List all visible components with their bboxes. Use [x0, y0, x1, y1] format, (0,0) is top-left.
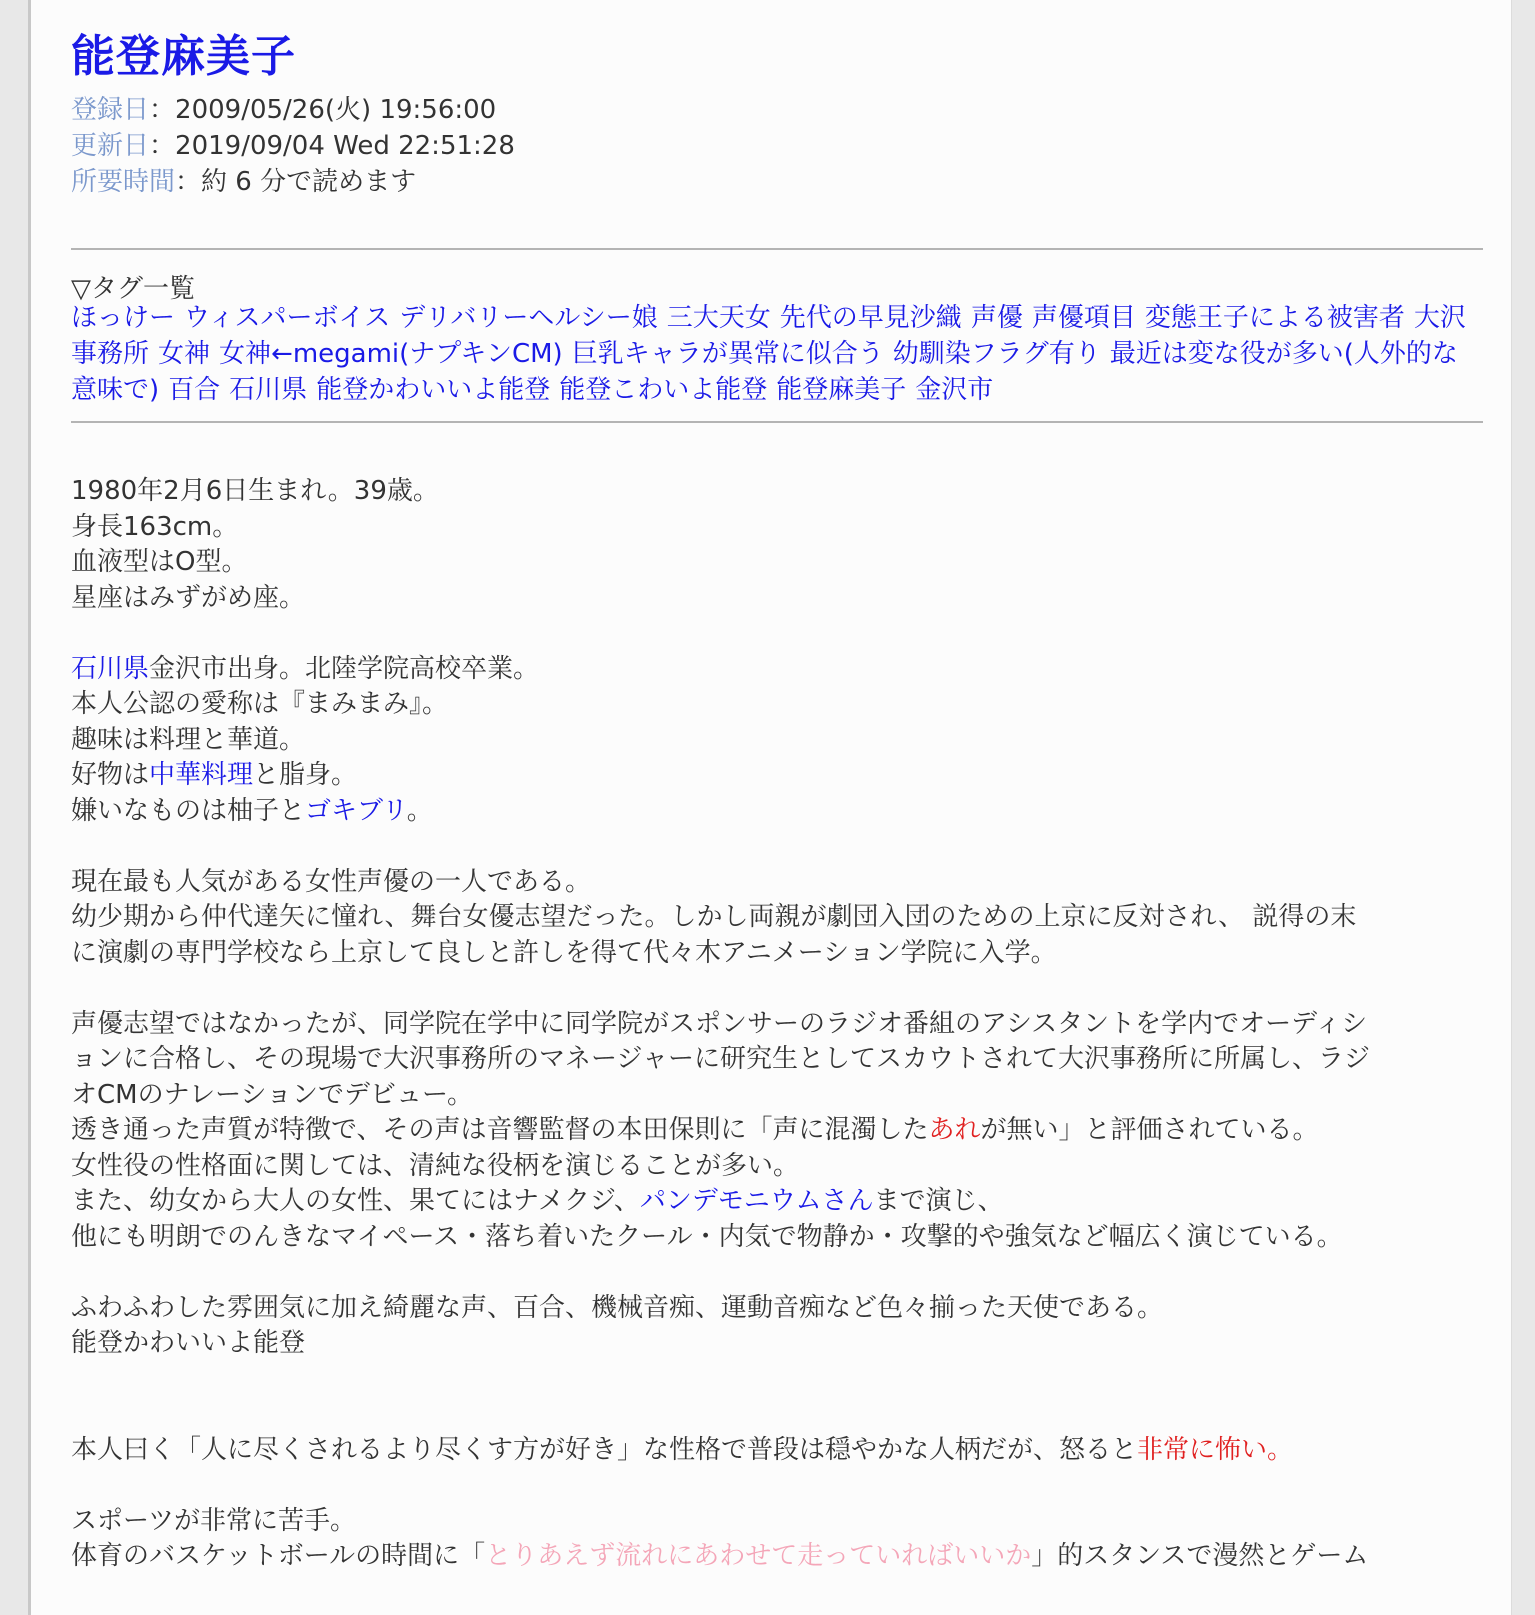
- body-line: [71, 1184, 1483, 1220]
- tag-link[interactable]: 大沢事務所: [71, 303, 1466, 369]
- body-line: 幼少期から仲代達矢に憧れ、舞台女優志望だった。しかし両親が劇団入団のための上京に反対され、 説得の末: [71, 902, 1357, 932]
- meta-updated-value: 2019/09/04 Wed 22:51:28: [175, 131, 515, 161]
- body-line: 声優志望ではなかったが、同学院在学中に同学院がスポンサーのラジオ番組のアシスタントを学内でオーディシ: [71, 1008, 1368, 1039]
- body-line: [71, 1539, 1483, 1575]
- tag-link[interactable]: 幼馴染フラグ有り: [892, 339, 1101, 369]
- pink-text: とりあえず流れにあわせて走っていればいいか: [485, 1541, 1032, 1571]
- article-page: [28, 0, 1512, 1615]
- link-ishikawa[interactable]: 石川県: [71, 653, 150, 684]
- body-line: 他にも明朗でのんきなマイペース・落ち着いたクール・内気で物静か・攻撃的や強気など幅広く演じている。: [71, 1221, 1343, 1252]
- body-text: 本人曰く「人に尽くされるより尽くす方が好き」な性格で普段は穏やかな人柄だが、怒ると: [71, 1434, 1138, 1465]
- body-text: 」的スタンスで漫然とゲーム: [1031, 1541, 1369, 1571]
- body-line: 趣味は料理と華道。: [71, 724, 306, 755]
- body-line: ョンに合格し、その現場で大沢事務所のマネージャーに研究生としてスカウトされて大沢事務所に所属し、ラジ: [71, 1044, 1370, 1074]
- body-line: スポーツが非常に苦手。: [71, 1505, 356, 1536]
- article-body: [71, 474, 1483, 1575]
- tag-link[interactable]: 能登麻美子: [776, 375, 907, 405]
- body-line: 能登かわいいよ能登: [71, 1328, 306, 1358]
- body-text: まで演じ、: [873, 1186, 1004, 1216]
- body-line: [71, 1433, 1483, 1469]
- meta-reading-value: 約 6 分で読めます: [201, 167, 417, 197]
- body-text: と脂身。: [253, 760, 358, 790]
- link-cockroach[interactable]: ゴキブリ: [305, 795, 407, 826]
- tag-link[interactable]: 女神: [158, 339, 211, 369]
- body-text: が無い」と評価されている。: [980, 1115, 1319, 1145]
- tag-link[interactable]: 能登こわいよ能登: [559, 375, 768, 405]
- body-line: 女性役の性格面に関しては、清純な役柄を演じることが多い。: [71, 1150, 800, 1181]
- tag-link[interactable]: ウィスパーボイス: [184, 303, 391, 333]
- divider-top: [71, 248, 1483, 250]
- meta-separator: ：: [149, 95, 176, 125]
- meta-registered: [71, 92, 515, 128]
- body-line: 1980年2月6日生まれ。39歳。: [71, 476, 439, 506]
- body-text: 体育のバスケットボールの時間に「: [71, 1541, 486, 1571]
- meta-updated: [71, 128, 515, 164]
- body-line: [71, 758, 1483, 794]
- tag-link[interactable]: 先代の早見沙織: [779, 303, 962, 333]
- tag-link[interactable]: 百合: [168, 375, 221, 405]
- tag-link[interactable]: 最近は変な役が多い(人外的な意味で): [71, 339, 1458, 405]
- body-text: また、幼女から大人の女性、果てにはナメクジ、: [71, 1186, 640, 1216]
- tag-link[interactable]: 能登かわいいよ能登: [316, 375, 551, 405]
- link-pandemonium[interactable]: パンデモニウムさん: [639, 1186, 874, 1216]
- body-text: 好物は: [71, 760, 150, 790]
- red-emphasis: あれ: [928, 1115, 981, 1145]
- tags-heading[interactable]: ▽タグ一覧: [71, 274, 195, 304]
- meta-registered-label: 登録日: [71, 95, 150, 125]
- meta-separator: ：: [149, 131, 176, 161]
- tag-link[interactable]: 三大天女: [666, 303, 771, 333]
- tag-list: [71, 300, 1483, 408]
- body-text: 嫌いなものは柚子と: [71, 795, 306, 826]
- body-line: に演劇の専門学校なら上京して良しと許しを得て代々木アニメーション学院に入学。: [71, 937, 1057, 968]
- tag-link[interactable]: 変態王子による被害者: [1144, 303, 1405, 333]
- meta-reading-label: 所要時間: [71, 167, 176, 197]
- body-line: 身長163cm。: [71, 511, 239, 542]
- red-emphasis: 非常に怖い。: [1137, 1434, 1294, 1465]
- link-chinese-cuisine[interactable]: 中華料理: [149, 760, 254, 790]
- body-line: ふわふわした雰囲気に加え綺麗な声、百合、機械音痴、運動音痴など色々揃った天使である。: [71, 1292, 1164, 1323]
- tag-link[interactable]: デリバリーヘルシー娘: [399, 303, 658, 333]
- tag-link[interactable]: 石川県: [229, 375, 308, 405]
- meta-reading-time: [71, 164, 515, 200]
- body-line: [71, 652, 1483, 688]
- tag-link[interactable]: 巨乳キャラが異常に似合う: [571, 339, 884, 369]
- body-line: オCMのナレーションでデビュー。: [71, 1079, 473, 1110]
- body-text: 金沢市出身。北陸学院高校卒業。: [149, 653, 540, 684]
- page-title: 能登麻美子: [71, 31, 296, 82]
- tag-link[interactable]: 声優項目: [1031, 303, 1136, 333]
- body-line: 現在最も人気がある女性声優の一人である。: [71, 866, 592, 897]
- meta-registered-value: 2009/05/26(火) 19:56:00: [175, 95, 497, 125]
- tag-link[interactable]: ほっけー: [71, 303, 176, 333]
- body-line: [71, 794, 1483, 830]
- meta-separator: ：: [175, 167, 202, 197]
- tag-link[interactable]: 金沢市: [915, 375, 994, 405]
- tag-link[interactable]: 声優: [970, 303, 1023, 333]
- body-line: 星座はみずがめ座。: [71, 582, 306, 613]
- body-line: 血液型はO型。: [71, 547, 248, 577]
- divider-bottom: [71, 421, 1483, 423]
- article-meta: [71, 92, 515, 200]
- body-line: 本人公認の愛称は『まみまみ』。: [71, 689, 449, 719]
- meta-updated-label: 更新日: [71, 131, 150, 161]
- body-text: 透き通った声質が特徴で、その声は音響監督の本田保則に「声に混濁した: [71, 1115, 929, 1145]
- body-text: 。: [406, 795, 433, 826]
- tag-link[interactable]: 女神←megami(ナプキンCM): [219, 339, 563, 369]
- body-line: [71, 1113, 1483, 1149]
